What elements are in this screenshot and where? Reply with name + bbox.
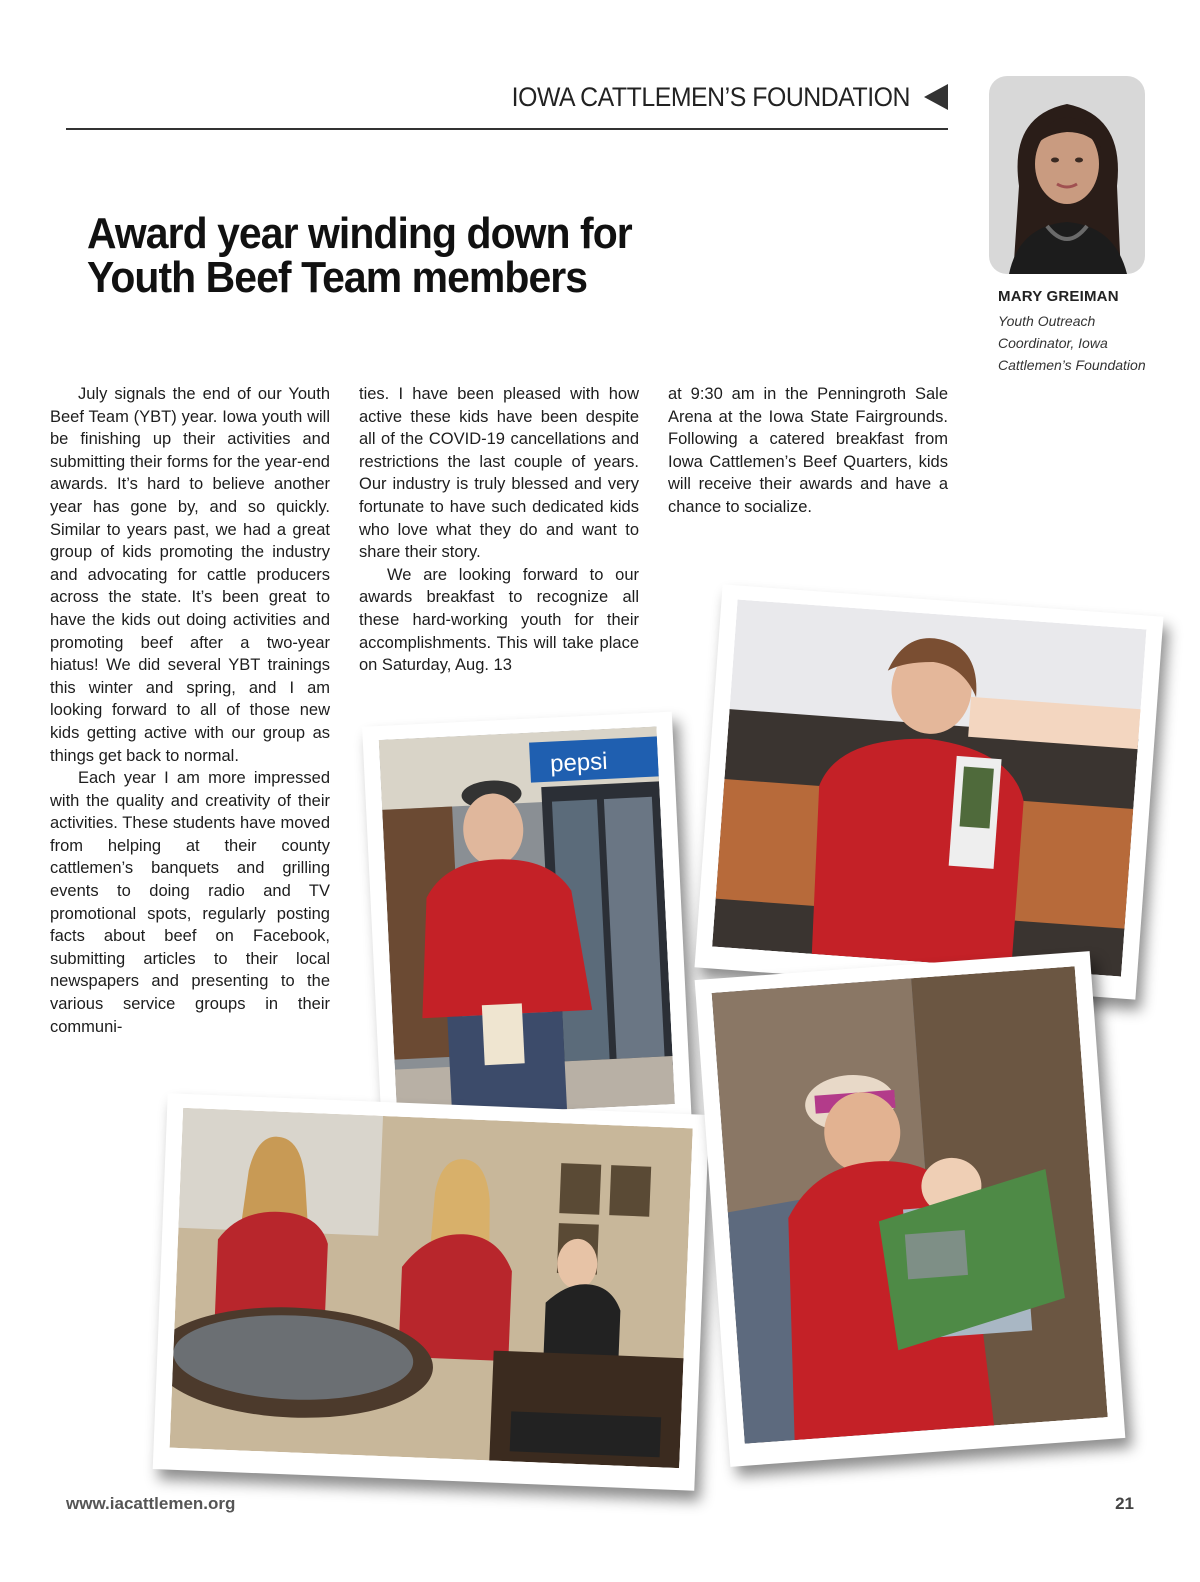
author-portrait	[989, 76, 1145, 274]
paragraph: ties. I have been pleased with how active these kids have been despite all of the COVID-19 cancellations and restrictions the last couple of years. Our industry is truly blessed and very fortunate to have such dedicated kids who love what they do and want to share their story.	[359, 385, 639, 562]
photo-youth-reading-to-baby	[695, 951, 1126, 1467]
footer-website: www.iacattlemen.org	[66, 1494, 236, 1513]
photo-youth-in-store	[362, 712, 692, 1141]
pepsi-sign: pepsi	[549, 747, 609, 778]
photo-youth-at-meat-counter	[695, 584, 1164, 999]
article-headline	[87, 209, 664, 302]
paragraph: We are looking forward to our awards breakfast to recognize all these hard-working youth for their accomplishments. This will take place on Saturday, Aug. 13	[359, 565, 639, 675]
paragraph: at 9:30 am in the Penningroth Sale Arena at the Iowa State Fairgrounds. Following a catered breakfast from Iowa Cattlemen’s Beef Quarters, kids will receive their awards and have a chance to socialize.	[668, 385, 948, 516]
page-number: 21	[1115, 1494, 1134, 1513]
article-column-3	[668, 383, 948, 519]
author-role: Youth Outreach Coordinator, Iowa Cattlemen’s Foundation	[998, 313, 1146, 373]
headline-line-2: Youth Beef Team members	[87, 253, 588, 302]
triangle-left-icon	[924, 84, 948, 110]
photo-youth-radio-studio	[153, 1093, 710, 1490]
article-column-1	[50, 383, 330, 1038]
article-column-2	[359, 383, 639, 677]
section-title: IOWA CATTLEMEN’S FOUNDATION	[511, 82, 910, 112]
author-name: MARY GREIMAN	[998, 288, 1119, 305]
section-header	[66, 78, 948, 130]
paragraph: Each year I am more impressed with the quality and creativity of their activities. These students have moved from helping at their county cattlemen’s banquets and grilling events to doing radio and TV promotional spots, regularly posting facts about beef on Facebook, submitting articles to their local newspapers and presenting to the various service groups in their communi-	[50, 769, 330, 1036]
headline-line-1: Award year winding down for	[87, 209, 632, 258]
paragraph: July signals the end of our Youth Beef Team (YBT) year. Iowa youth will be finishing up their activities and submitting their forms for the year-end awards. It’s hard to believe another year has gone by, and so quickly. Similar to years past, we had a great group of kids promoting the industry and advocating for cattle producers across the state. It’s been great to have the kids out doing activities and promoting beef after a two-year hiatus! We did several YBT trainings this winter and spring, and I am looking forward to all of those new kids getting active with our group as things get back to normal.	[50, 385, 330, 765]
